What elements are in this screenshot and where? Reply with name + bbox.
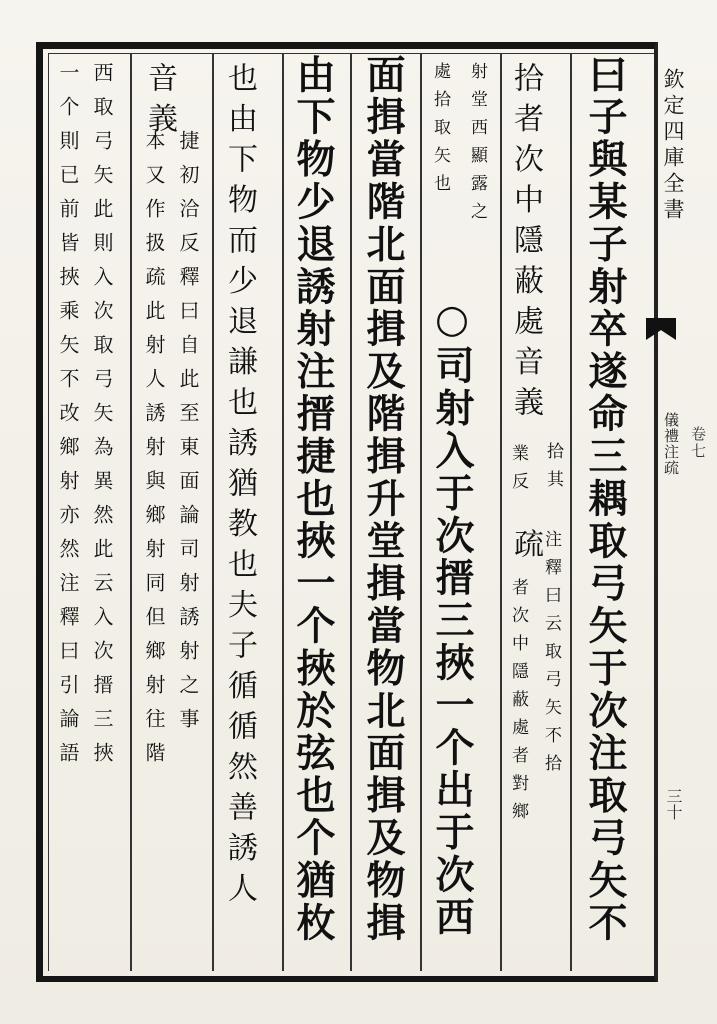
annotation-3-left: 處拾取矢也 <box>430 62 450 202</box>
annotation-2-commentary-right: 注釋曰云取弓矢不拾 <box>541 530 561 782</box>
column-rule <box>500 53 502 971</box>
folio-number: 三十 <box>664 788 683 820</box>
annotation-2-right: 拾其 <box>543 442 563 498</box>
text-column-7-left: 本又作扱疏此射人誘射與鄉射同但鄉射往階 <box>142 130 166 776</box>
annotation-3-right: 射堂西顯露之 <box>467 62 487 230</box>
text-column-4: 面揖當階北面揖及階揖升堂揖當物北面揖及物揖 <box>360 54 406 945</box>
annotation-2-commentary-left: 者次中隱蔽處者對鄉 <box>508 578 528 830</box>
column-rule <box>350 53 352 971</box>
volume-number: 卷七 <box>689 426 707 460</box>
text-column-1: 曰子與某子射卒遂命三耦取弓矢于次注取弓矢不 <box>582 54 628 945</box>
text-column-7-right: 捷初洽反釋曰自此至東面論司射誘射之事 <box>176 130 200 742</box>
commentary-mark: 疏 <box>508 528 543 569</box>
column-rule <box>212 53 214 971</box>
book-title: 欽定四庫全書 <box>661 68 685 224</box>
column-rule <box>570 53 572 971</box>
column-rule <box>282 53 284 971</box>
text-column-6: 也由下物而少退謙也誘猶教也夫子循循然善誘人 <box>222 62 257 913</box>
column-rule <box>130 53 132 971</box>
text-column-8-left: 一个則已前皆挾乘矢不改鄉射亦然注釋曰引論語 <box>56 62 80 776</box>
column-rule <box>420 53 422 971</box>
volume-label: 儀禮注疏 <box>662 412 680 476</box>
text-column-7-heading: 音義 <box>142 62 177 143</box>
annotation-2-left: 業反 <box>508 444 528 500</box>
text-column-2: 拾者次中隱蔽處音義 <box>508 62 543 427</box>
text-column-8-right: 西取弓矢此則入次取弓矢為異然此云入次搢三挾 <box>90 62 114 776</box>
text-column-3: ○司射入于次搢三挾一个出于次西 <box>429 296 475 939</box>
text-column-5: 由下物少退誘射注搢捷也挾一个挾於弦也个猶枚 <box>290 54 336 945</box>
